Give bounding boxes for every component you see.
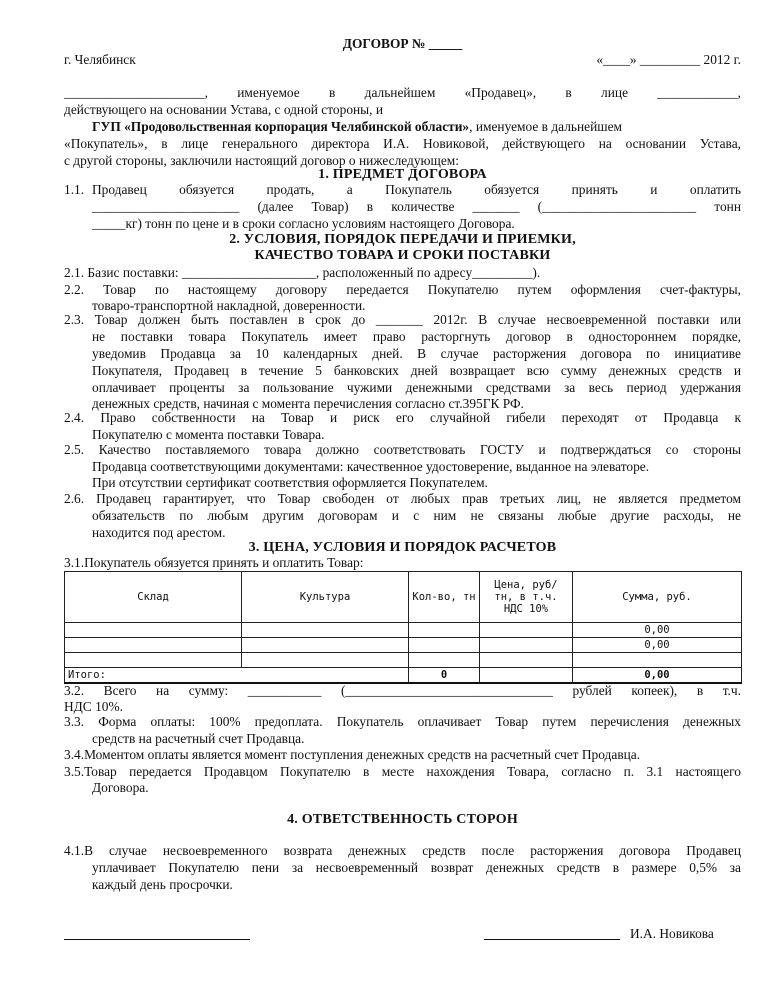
intro-line-2: действующего на основании Устава, с одной стороны, и [64, 102, 384, 117]
table-cell [573, 653, 742, 668]
table-cell [480, 623, 573, 638]
clause-2-5-line-3: При отсутствии сертификат соответствия оформляется Покупателем. [92, 475, 488, 490]
table-cell [65, 623, 242, 638]
table-cell [65, 638, 242, 653]
clause-1-1-number: 1.1. [64, 182, 85, 197]
clause-3-3-line-2: средств на расчетный счет Продавца. [92, 731, 305, 746]
clause-2-2-line-1: 2.2. Товар по настоящему договору передается Покупателю путем оформления счет-фактуры, [64, 282, 741, 297]
table-cell [242, 638, 409, 653]
clause-2-4-line-1: 2.4. Право собственности на Товар и риск его случайной гибели переходят от Продавца к [64, 410, 741, 425]
section-4-heading: 4. ОТВЕТСТВЕННОСТЬ СТОРОН [287, 812, 518, 827]
table-cell [65, 653, 242, 668]
table-row [65, 653, 742, 668]
clause-2-6-line-1: 2.6. Продавец гарантирует, что Товар свободен от любых прав третьих лиц, не является предметом [64, 491, 741, 506]
clause-3-3-line-1: 3.3. Форма оплаты: 100% предоплата. Покупатель оплачивает Товар путем перечисления денежных [64, 714, 741, 729]
clause-3-5-line-2: Договора. [92, 780, 149, 795]
section-2-heading-2: КАЧЕСТВО ТОВАРА И СРОКИ ПОСТАВКИ [254, 248, 551, 263]
clause-2-6-line-3: находится под арестом. [92, 525, 226, 540]
total-label: Итого: [65, 668, 409, 684]
table-cell [242, 653, 409, 668]
clause-1-1-line-3: _____кг) тонн по цене и в сроки согласно условиям настоящего Договора. [92, 216, 515, 231]
table-row [65, 638, 742, 653]
section-3-heading: 3. ЦЕНА, УСЛОВИЯ И ПОРЯДОК РАСЧЕТОВ [248, 540, 557, 555]
table-cell [480, 668, 573, 684]
contract-title: ДОГОВОР № _____ [342, 36, 463, 51]
buyer-name: ГУП «Продовольственная корпорация Челябинской области» [92, 119, 470, 134]
intro-line-5: с другой стороны, заключили настоящий договор о нижеследующем: [64, 153, 459, 168]
table-cell [480, 638, 573, 653]
clause-4-1-line-2: уплачивает Покупателю пени за несвоевременный возврат денежных средств в размере 0,5% за [92, 860, 741, 875]
table-cell-sum: 0,00 [573, 638, 742, 653]
table-header-row [65, 572, 742, 623]
goods-table [64, 571, 742, 684]
table-cell [409, 638, 480, 653]
table-cell-sum: 0,00 [573, 623, 742, 638]
clause-2-5-line-1: 2.5. Качество поставляемого товара должно соответствовать ГОСТУ и подтверждаться со стороны [64, 442, 741, 457]
col-sum: Сумма, руб. [573, 572, 742, 623]
table-total-row [65, 668, 742, 684]
intro-line-3 [92, 118, 741, 136]
intro-line-4: «Покупатель», в лице генерального директора И.А. Новиковой, действующего на основании Устава, [64, 136, 741, 151]
clause-2-3-line-6: денежных средств, начиная с момента перечисления согласно ст.395ГК РФ. [92, 396, 524, 411]
clause-3-1: 3.1.Покупатель обязуется принять и оплатить Товар: [64, 555, 364, 570]
clause-3-2-line-2: НДС 10%. [64, 699, 123, 714]
clause-3-5-line-1: 3.5.Товар передается Продавцом Покупателю в месте нахождения Товара, согласно п. 3.1 настоящего [64, 764, 741, 779]
intro-line-3-rest: , именуемое в дальнейшем [469, 119, 623, 134]
clause-2-3-line-3: уведомив Продавца за 10 календарных дней. В случае расторжения договора по инициативе [92, 346, 741, 361]
clause-2-1: 2.1. Базис поставки: ____________________, расположенный по адресу_________). [64, 265, 541, 280]
col-warehouse: Склад [65, 572, 242, 623]
clause-2-3-line-4: Покупателя, Продавец в течение 5 банковских дней возвращает всю сумму денежных средств и [92, 363, 741, 378]
clause-2-3-line-5: оплачивает проценты за пользование чужими денежными средствами за весь период удержания [92, 380, 741, 395]
seller-signature-line [64, 939, 250, 940]
table-cell [409, 653, 480, 668]
table-row [65, 623, 742, 638]
buyer-signature-line [484, 939, 620, 940]
table-cell [480, 653, 573, 668]
contract-date: «____» _________ 2012 г. [596, 52, 741, 67]
clause-2-6-line-2: обязательств по любым другим договорам и с ним не связаны любые другие расходы, не [92, 508, 741, 523]
intro-line-1: _____________________, именуемое в дальнейшем «Продавец», в лице ____________, [64, 85, 741, 100]
clause-4-1-line-3: каждый день просрочки. [92, 877, 233, 892]
table-cell [409, 623, 480, 638]
clause-2-3-line-2: не поставки товара Покупатель имеет право расторгнуть договор в одностороннем порядке, [92, 329, 741, 344]
clause-1-1-line-1: Продавец обязуется продать, а Покупатель обязуется принять и оплатить [92, 182, 741, 197]
col-price: Цена, руб/тн, в т.ч. НДС 10% [480, 572, 573, 623]
clause-2-2-line-2: товаро-транспортной накладной, доверенности. [92, 298, 366, 313]
clause-3-2-line-1: 3.2. Всего на сумму: ___________ (_______________________________ рублей копеек), в т.ч. [64, 683, 741, 698]
clause-2-3-line-1: 2.3. Товар должен быть поставлен в срок до _______ 2012г. В случае несвоевременной поставки или [64, 312, 741, 327]
clause-1-1-line-2: ______________________ (далее Товар) в количестве _______ (_______________________ тонн [92, 199, 741, 214]
section-2-heading-1: 2. УСЛОВИЯ, ПОРЯДОК ПЕРЕДАЧИ И ПРИЕМКИ, [229, 232, 576, 247]
clause-3-4: 3.4.Моментом оплаты является момент поступления денежных средств на расчетный счет Продавца. [64, 747, 641, 762]
buyer-signatory-name: И.А. Новикова [630, 926, 714, 941]
table-cell [242, 623, 409, 638]
total-quantity: 0 [409, 668, 480, 684]
total-sum: 0,00 [573, 668, 742, 684]
clause-2-5-line-2: Продавца соответствующими документами: качественное удостоверение, выданное на элеваторе. [92, 459, 650, 474]
clause-4-1-line-1: 4.1.В случае несвоевременного возврата денежных средств после расторжения договора Продавец [64, 843, 741, 858]
city: г. Челябинск [64, 52, 136, 67]
col-quantity: Кол-во, тн [409, 572, 480, 623]
section-1-heading: 1. ПРЕДМЕТ ДОГОВОРА [318, 167, 487, 182]
clause-2-4-line-2: Покупателю с момента поставки Товара. [92, 427, 325, 442]
col-crop: Культура [242, 572, 409, 623]
